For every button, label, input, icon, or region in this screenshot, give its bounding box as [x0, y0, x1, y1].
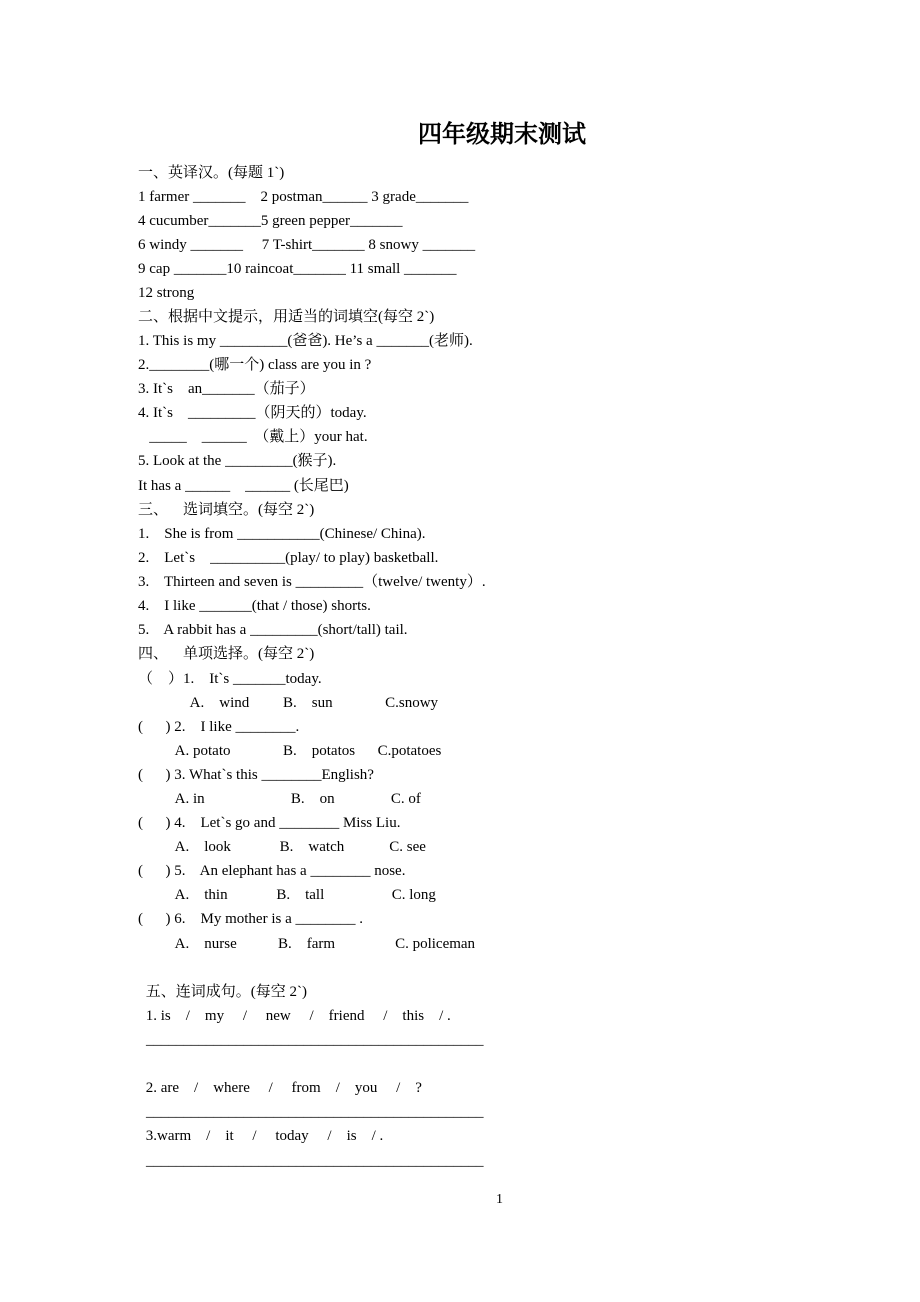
options-line: A. in B. on C. of [138, 791, 421, 807]
text-line: 1. She is from ___________(Chinese/ China). [138, 526, 426, 542]
word-order-question: 1. is / my / new / friend / this / . [142, 1008, 451, 1024]
text-line: 3. It`s an_______（茄子） [138, 381, 315, 397]
question-line: ( ) 5. An elephant has a ________ nose. [138, 863, 406, 879]
page-number: 1 [496, 1192, 503, 1207]
answer-line: _____________________________________________ [146, 1153, 484, 1169]
question-line: （ ）1. It`s _______today. [138, 671, 322, 687]
question-line: ( ) 4. Let`s go and ________ Miss Liu. [138, 815, 401, 831]
text-line: 4. It`s _________（阴天的）today. [138, 405, 367, 421]
section-5-heading: 五、连词成句。(每空 2`) [142, 984, 307, 1000]
text-line: 2.________(哪一个) class are you in ? [138, 357, 372, 373]
section-4-heading: 四、 单项选择。(每空 2`) [138, 646, 315, 662]
answer-line: _____________________________________________ [146, 1032, 484, 1048]
question-line: ( ) 3. What`s this ________English? [138, 767, 374, 783]
answer-line: _____________________________________________ [146, 1104, 484, 1120]
text-line: 4. I like _______(that / those) shorts. [138, 598, 371, 614]
text-line: 3. Thirteen and seven is _________（twelve/ twenty）. [138, 574, 486, 590]
text-line: 9 cap _______10 raincoat_______ 11 small _______ [138, 261, 457, 277]
text-line: It has a ______ ______ (长尾巴) [138, 478, 349, 494]
section-1-heading: 一、英译汉。(每题 1`) [138, 165, 285, 181]
options-line: A. nurse B. farm C. policeman [138, 936, 476, 952]
text-line: 4 cucumber_______5 green pepper_______ [138, 213, 403, 229]
text-line: 2. Let`s __________(play/ to play) basketball. [138, 550, 439, 566]
question-line: ( ) 2. I like ________. [138, 719, 300, 735]
options-line: A. look B. watch C. see [138, 839, 426, 855]
text-line: 5. A rabbit has a _________(short/tall) tail. [138, 622, 408, 638]
text-line: 6 windy _______ 7 T-shirt_______ 8 snowy _______ [138, 237, 476, 253]
page-title: 四年级期末测试 [418, 122, 586, 148]
text-line: 1. This is my _________(爸爸). He’s a _______(老师). [138, 333, 473, 349]
options-line: A. wind B. sun C.snowy [138, 695, 439, 711]
text-line: 12 strong [138, 285, 195, 301]
options-line: A. thin B. tall C. long [138, 887, 436, 903]
text-line: 1 farmer _______ 2 postman______ 3 grade_______ [138, 189, 469, 205]
section-3-heading: 三、 选词填空。(每空 2`) [138, 502, 315, 518]
text-line: _____ ______ （戴上）your hat. [138, 429, 368, 445]
question-line: ( ) 6. My mother is a ________ . [138, 911, 363, 927]
word-order-question: 2. are / where / from / you / ? [142, 1080, 422, 1096]
options-line: A. potato B. potatos C.potatoes [138, 743, 442, 759]
section-2-heading: 二、根据中文提示，用适当的词填空(每空 2`) [138, 309, 435, 325]
word-order-question: 3.warm / it / today / is / . [142, 1128, 384, 1144]
text-line: 5. Look at the _________(猴子). [138, 453, 337, 469]
